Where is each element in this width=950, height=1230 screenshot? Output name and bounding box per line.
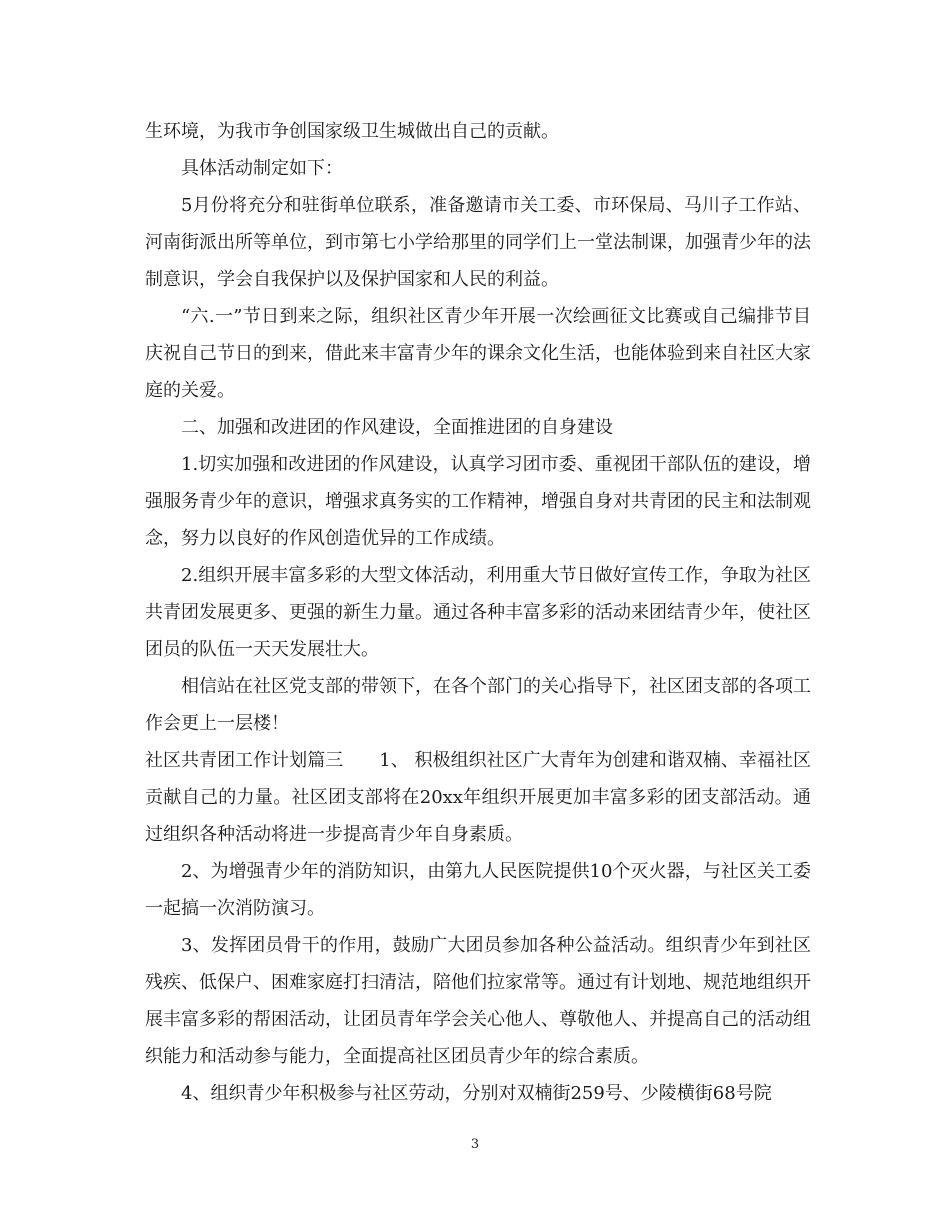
paragraph: 2、为增强青少年的消防知识，由第九人民医院提供10个灭火器，与社区关工委一起搞一次消防演习。 [145,861,811,919]
paragraph: 5月份将充分和驻街单位联系，准备邀请市关工委、市环保局、马川子工作站、河南街派出所等单位，到市第七小学给那里的同学们上一堂法制课，加强青少年的法制意识，学会自我保护以及保护国家和人民的利益。 [145,195,811,290]
document-body [145,113,811,1112]
paragraph: 2.组织开展丰富多彩的大型文体活动，利用重大节日做好宣传工作，争取为社区共青团发展更多、更强的新生力量。通过各种丰富多彩的活动来团结青少年，使社区团员的队伍一天天发展壮大。 [145,565,811,660]
paragraph: 1.切实加强和改进团的作风建设，认真学习团市委、重视团干部队伍的建设，增强服务青少年的意识，增强求真务实的工作精神，增强自身对共青团的民主和法制观念，努力以良好的作风创造优异的工作成绩。 [145,454,811,549]
paragraph: 相信站在社区党支部的带领下，在各个部门的关心指导下，社区团支部的各项工作会更上一层楼！ [145,676,811,734]
paragraph: 社区共青团工作计划篇三 1、 积极组织社区广大青年为创建和谐双楠、幸福社区贡献自己的力量。社区团支部将在20xx年组织开展更加丰富多彩的团支部活动。通过组织各种活动将进一步提高青少年自身素质。 [145,750,811,845]
paragraph: 4、组织青少年积极参与社区劳动，分别对双楠街259号、少陵横街68号院 [181,1083,772,1104]
paragraph: “六.一”节日到来之际，组织社区青少年开展一次绘画征文比赛或自己编排节目庆祝自己节日的到来，借此来丰富青少年的课余文化生活，也能体验到来自社区大家庭的关爱。 [145,306,811,401]
section-heading: 二、加强和改进团的作风建设，全面推进团的自身建设 [181,417,613,438]
page-number: 3 [470,1137,480,1152]
paragraph: 具体活动制定如下： [181,158,343,179]
paragraph: 3、发挥团员骨干的作用，鼓励广大团员参加各种公益活动。组织青少年到社区残疾、低保户、困难家庭打扫清洁，陪他们拉家常等。通过有计划地、规范地组织开展丰富多彩的帮困活动，让团员青年学会关心他人、尊敬他人、并提高自己的活动组织能力和活动参与能力，全面提高社区团员青少年的综合素质。 [145,935,811,1067]
paragraph: 生环境，为我市争创国家级卫生城做出自己的贡献。 [145,121,559,142]
